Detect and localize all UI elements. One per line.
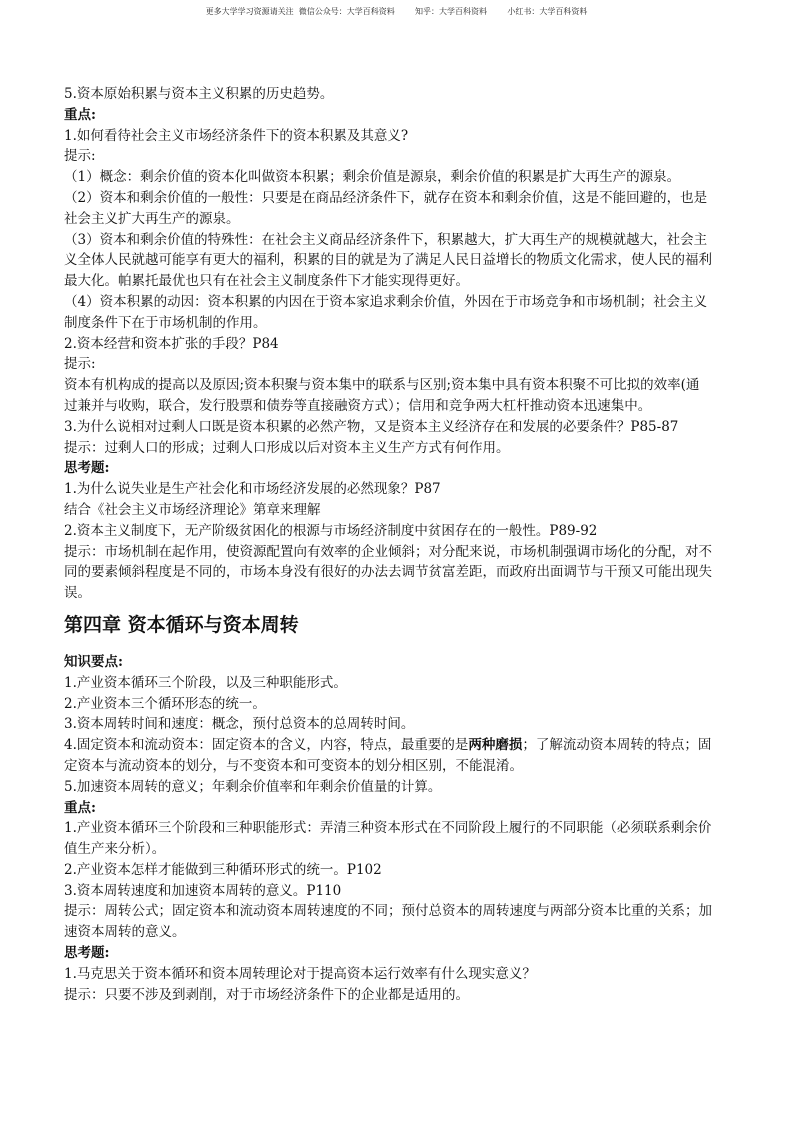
paragraph-line: 义全体人民就越可能享有更大的福利，积累的目的就是为了满足人民日益增长的物质文化需求，使人民的福利 [64,252,712,269]
paragraph-line: 过兼并与收购，联合，发行股票和债券等直接融资方式）；信用和竞争两大杠杆推动资本迅速集中。 [64,397,652,414]
question-line: 2.资本主义制度下，无产阶级贫困化的根源与市场经济制度中贫困存在的一般性。P89-92 [64,522,598,539]
paragraph-line: 5.资本原始积累与资本主义积累的历史趋势。 [64,86,334,102]
paragraph-line: 1.产业资本循环三个阶段，以及三种职能形式。 [64,674,347,691]
document-body [64,84,741,1005]
paragraph-line: （1）概念：剩余价值的资本化叫做资本积累；剩余价值是源泉，剩余价值的积累是扩大再生产的源泉。 [64,169,681,186]
paragraph-line: 1.产业资本循环三个阶段和三种职能形式：弄清三种资本形式在不同阶段上履行的不同职能（必须联系剩余价 [64,820,712,837]
question-line: 2.资本经营和资本扩张的手段？P84 [64,335,279,352]
text-segment: 4.固定资本和流动资本：固定资本的含义，内容，特点，最重要的是 [64,737,469,754]
emphasis-text: 两种磨损 [468,737,523,754]
page-header: 更多大学学习资源请关注 微信公众号：大学百科资料 知乎：大学百科资料 小红书：大学百科资料 [205,7,588,16]
hint-label: 提示: [64,148,96,165]
paragraph-line: （3）资本和剩余价值的特殊性：在社会主义商品经济条件下，积累越大，扩大再生产的规模就越大，社会主 [64,231,708,248]
paragraph-line: 3.资本周转时间和速度：概念，预付总资本的总周转时间。 [64,716,415,733]
section-heading-questions: 思考题: [64,945,110,962]
paragraph-line: （2）资本和剩余价值的一般性：只要是在商品经济条件下，就存在资本和剩余价值，这是不能回避的，也是 [64,189,708,206]
paragraph-line: 速资本周转的意义。 [64,924,186,941]
paragraph-line: 提示：只要不涉及到剥削，对于市场经济条件下的企业都是适用的。 [64,986,469,1003]
chapter-title: 第四章 资本循环与资本周转 [64,613,299,636]
section-heading-key-points: 重点: [64,106,96,123]
paragraph-line: 提示：周转公式；固定资本和流动资本周转速度的不同；预付总资本的周转速度与两部分资本比重的关系；加 [64,903,712,920]
paragraph-line: 社会主义扩大再生产的源泉。 [64,210,240,227]
paragraph-line: 资本有机构成的提高以及原因;资本积聚与资本集中的联系与区别;资本集中具有资本积聚不可比拟的效率(通 [64,377,700,394]
text-segment: ；了解流动资本周转的特点；固 [522,737,712,754]
question-line: 1.为什么说失业是生产社会化和市场经济发展的必然现象？P87 [64,481,441,498]
paragraph-line: 最大化。帕累托最优也只有在社会主义制度条件下才能实现得更好。 [64,273,469,290]
paragraph-line: 提示：过剩人口的形成；过剩人口形成以后对资本主义生产方式有何作用。 [64,439,510,456]
section-heading-key-points: 重点: [64,799,96,816]
section-heading-knowledge: 知识要点: [64,653,123,670]
paragraph-line: 值生产来分析）。 [64,841,166,858]
paragraph-line: 同的要素倾斜程度是不同的，市场本身没有很好的办法去调节贫富差距，而政府出面调节与干预又可能出现失 [64,564,712,581]
question-line: 1.如何看待社会主义市场经济条件下的资本积累及其意义? [64,127,409,144]
question-line: 3.资本周转速度和加速资本周转的意义。P110 [64,882,342,899]
paragraph-line: 误。 [64,585,91,602]
paragraph-line [64,735,741,756]
paragraph-line: 2.产业资本三个循环形态的统一。 [64,695,266,712]
paragraph-line: 定资本与流动资本的划分，与不变资本和可变资本的划分相区别，不能混淆。 [64,757,523,774]
question-line: 2.产业资本怎样才能做到三种循环形式的统一。P102 [64,861,382,878]
hint-label: 提示: [64,356,96,373]
paragraph-line: 提示：市场机制在起作用，使资源配置向有效率的企业倾斜；对分配来说，市场机制强调市场化的分配，对不 [64,543,712,560]
question-line: 3.为什么说相对过剩人口既是资本积累的必然产物，又是资本主义经济存在和发展的必要条件？P85-87 [64,418,679,435]
section-heading-questions: 思考题: [64,460,110,477]
paragraph-line: （4）资本积累的动因：资本积累的内因在于资本家追求剩余价值，外因在于市场竞争和市场机制；社会主义 [64,293,708,310]
question-line: 1.马克思关于资本循环和资本周转理论对于提高资本运行效率有什么现实意义？ [64,965,536,982]
paragraph-line: 5.加速资本周转的意义；年剩余价值率和年剩余价值量的计算。 [64,778,442,795]
paragraph-line: 结合《社会主义市场经济理论》第章来理解 [64,501,321,518]
paragraph-line: 制度条件下在于市场机制的作用。 [64,314,267,331]
